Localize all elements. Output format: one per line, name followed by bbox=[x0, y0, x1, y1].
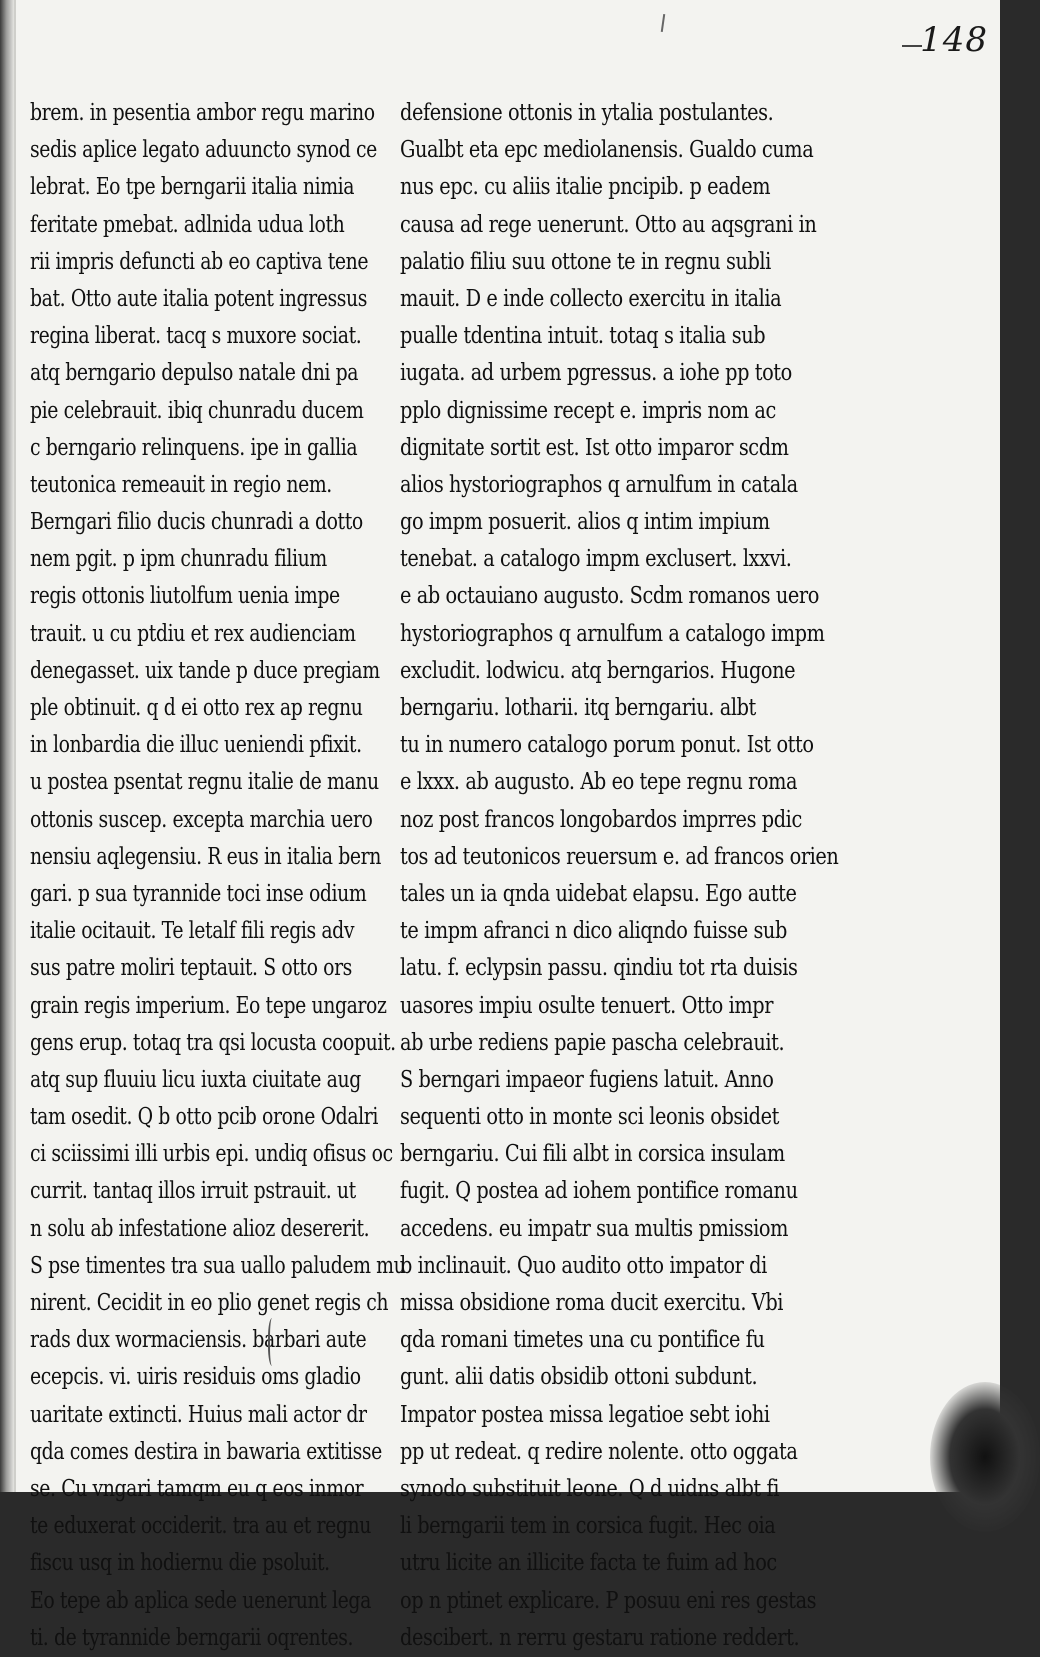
text-line: uaritate extincti. Huius mali actor dr bbox=[30, 1401, 367, 1428]
text-line: tam osedit. Q b otto pcib orone Odalri bbox=[30, 1104, 379, 1131]
text-line: sus patre moliri teptauit. S otto ors bbox=[30, 955, 352, 982]
text-line: pp ut redeat. q redire nolente. otto oggata bbox=[400, 1438, 798, 1465]
text-line: gunt. alii datis obsidib ottoni subdunt. bbox=[400, 1364, 758, 1391]
text-line: sequenti otto in monte sci leonis obsidet bbox=[400, 1104, 779, 1131]
page-corner-shadow bbox=[930, 1382, 1040, 1532]
text-line: rii impris defuncti ab eo captiva tene bbox=[30, 248, 369, 275]
text-line: rads dux wormaciensis. barbari aute bbox=[30, 1327, 367, 1354]
text-line: causa ad rege uenerunt. Otto au aqsgrani in bbox=[400, 211, 817, 238]
text-line: op n ptinet explicare. P posuu eni res gestas bbox=[400, 1587, 817, 1614]
text-line: tenebat. a catalogo impm exclusert. lxxvi. bbox=[400, 546, 792, 573]
text-line: b inclinauit. Quo audito otto impator di bbox=[400, 1252, 767, 1279]
text-line: italie ocitauit. Te letalf fili regis adv bbox=[30, 918, 355, 945]
text-line: e ab octauiano augusto. Scdm romanos uero bbox=[400, 583, 819, 610]
text-line: S berngari impaeor fugiens latuit. Anno bbox=[400, 1066, 774, 1093]
text-line: dignitate sortit est. Ist otto imparor scdm bbox=[400, 434, 789, 461]
text-line: teutonica remeauit in regio nem. bbox=[30, 471, 332, 498]
text-line: go impm posuerit. alios q intim impium bbox=[400, 509, 770, 536]
right-text-column bbox=[400, 95, 839, 1657]
text-line: pualle tdentina intuit. totaq s italia sub bbox=[400, 323, 766, 350]
page-binding bbox=[0, 0, 14, 1492]
text-line: ple obtinuit. q d ei otto rex ap regnu bbox=[30, 695, 363, 721]
text-line: iugata. ad urbem pgressus. a iohe pp toto bbox=[400, 360, 792, 387]
text-line: atq sup fluuiu licu iuxta ciuitate aug bbox=[30, 1066, 361, 1093]
text-line: te eduxerat occiderit. tra au et regnu bbox=[30, 1513, 372, 1540]
text-line: qda comes destira in bawaria extitisse bbox=[30, 1438, 382, 1465]
folio-dash bbox=[902, 45, 922, 47]
text-line: palatio filiu suu ottone te in regnu subli bbox=[400, 248, 771, 275]
text-line: in lonbardia die illuc ueniendi pfixit. bbox=[30, 732, 362, 759]
text-line: bat. Otto aute italia potent ingressus bbox=[30, 285, 368, 312]
text-line: gens erup. totaq tra qsi locusta coopuit. bbox=[30, 1029, 396, 1056]
text-line: fiscu usq in hodiernu die psoluit. bbox=[30, 1550, 330, 1577]
text-line: denegasset. uix tande p duce pregiam bbox=[30, 657, 380, 684]
text-line: S pse timentes tra sua uallo paludem mu bbox=[30, 1252, 406, 1279]
text-line: pie celebrauit. ibiq chunradu ducem bbox=[30, 397, 364, 424]
text-line: lebrat. Eo tpe berngarii italia nimia bbox=[30, 174, 355, 201]
text-line: gari. p sua tyrannide toci inse odium bbox=[30, 880, 367, 907]
text-line: ti. de tyrannide berngarii oqrentes. bbox=[30, 1624, 354, 1651]
text-line: fugit. Q postea ad iohem pontifice romanu bbox=[400, 1178, 798, 1205]
text-line: tu in numero catalogo porum ponut. Ist otto bbox=[400, 732, 814, 759]
text-line: noz post francos longobardos imprres pdic bbox=[400, 806, 802, 833]
text-line: Impator postea missa legatioe sebt iohi bbox=[400, 1401, 770, 1428]
text-line: nus epc. cu aliis italie pncipib. p eadem bbox=[400, 174, 771, 201]
text-line: se. Cu vngari tamqm eu q eos inmor bbox=[30, 1475, 364, 1502]
text-line: u postea psentat regnu italie de manu bbox=[30, 769, 379, 796]
text-line: e lxxx. ab augusto. Ab eo tepe regnu roma bbox=[400, 769, 798, 796]
text-line: missa obsidione roma ducit exercitu. Vbi bbox=[400, 1290, 784, 1316]
ink-flourish bbox=[268, 1318, 278, 1366]
ink-mark bbox=[661, 14, 665, 32]
text-line: te impm afranci n dico aliqndo fuisse sub bbox=[400, 918, 787, 945]
text-line: mauit. D e inde collecto exercitu in italia bbox=[400, 285, 782, 312]
text-line: berngariu. lotharii. itq berngariu. albt bbox=[400, 695, 756, 721]
text-line: li berngarii tem in corsica fugit. Hec oia bbox=[400, 1513, 776, 1540]
text-line: grain regis imperium. Eo tepe ungaroz bbox=[30, 992, 387, 1019]
text-line: tales un ia qnda uidebat elapsu. Ego autte bbox=[400, 880, 797, 907]
text-line: excludit. lodwicu. atq berngarios. Hugone bbox=[400, 657, 796, 684]
text-line: ab urbe rediens papie pascha celebrauit. bbox=[400, 1029, 785, 1056]
page-gutter-line bbox=[14, 0, 16, 1492]
text-line: alios hystoriographos q arnulfum in catala bbox=[400, 471, 798, 498]
text-line: nirent. Cecidit in eo plio genet regis ch bbox=[30, 1290, 389, 1316]
text-line: feritate pmebat. adlnida udua loth bbox=[30, 211, 345, 238]
text-line: latu. f. eclypsin passu. qindiu tot rta duisis bbox=[400, 955, 798, 982]
text-line: synodo substituit leone. Q d uidns albt fi bbox=[400, 1475, 779, 1502]
left-text-column bbox=[30, 95, 406, 1657]
text-line: uasores impiu osulte tenuert. Otto impr bbox=[400, 992, 774, 1019]
text-line: Eo tepe ab aplica sede uenerunt lega bbox=[30, 1587, 371, 1614]
folio-number: 148 bbox=[920, 20, 988, 60]
text-line: regina liberat. tacq s muxore sociat. bbox=[30, 323, 362, 350]
text-line: ottonis suscep. excepta marchia uero bbox=[30, 806, 373, 833]
text-line: Berngari filio ducis chunradi a dotto bbox=[30, 509, 363, 536]
text-line: utru licite an illicite facta te fuim ad hoc bbox=[400, 1550, 777, 1577]
text-line: atq berngario depulso natale dni pa bbox=[30, 360, 359, 387]
text-line: tos ad teutonicos reuersum e. ad francos orien bbox=[400, 843, 839, 870]
text-line: ci sciissimi illi urbis epi. undiq ofisus oc bbox=[30, 1141, 393, 1168]
text-line: hystoriographos q arnulfum a catalogo impm bbox=[400, 620, 825, 647]
text-line: brem. in pesentia ambor regu marino bbox=[30, 100, 375, 126]
text-line: ecepcis. vi. uiris residuis oms gladio bbox=[30, 1364, 361, 1391]
text-line: regis ottonis liutolfum uenia impe bbox=[30, 583, 340, 610]
text-line: sedis aplice legato aduuncto synod ce bbox=[30, 137, 377, 164]
text-line: qda romani timetes una cu pontifice fu bbox=[400, 1327, 765, 1354]
text-line: berngariu. Cui fili albt in corsica insulam bbox=[400, 1141, 785, 1168]
text-line: accedens. eu impatr sua multis pmissiom bbox=[400, 1215, 788, 1242]
text-line: nem pgit. p ipm chunradu filium bbox=[30, 546, 327, 573]
text-line: nensiu aqlegensiu. R eus in italia bern bbox=[30, 843, 381, 870]
text-line: defensione ottonis in ytalia postulantes. bbox=[400, 100, 774, 126]
text-line: currit. tantaq illos irruit pstrauit. ut bbox=[30, 1178, 356, 1205]
text-line: descibert. n rerru gestaru ratione reddert. bbox=[400, 1624, 800, 1651]
text-line: trauit. u cu ptdiu et rex audienciam bbox=[30, 620, 356, 647]
text-line: pplo dignissime recept e. impris nom ac bbox=[400, 397, 776, 424]
text-line: Gualbt eta epc mediolanensis. Gualdo cuma bbox=[400, 137, 814, 164]
text-line: n solu ab infestatione alioz desererit. bbox=[30, 1215, 370, 1242]
text-line: c berngario relinquens. ipe in gallia bbox=[30, 434, 358, 461]
